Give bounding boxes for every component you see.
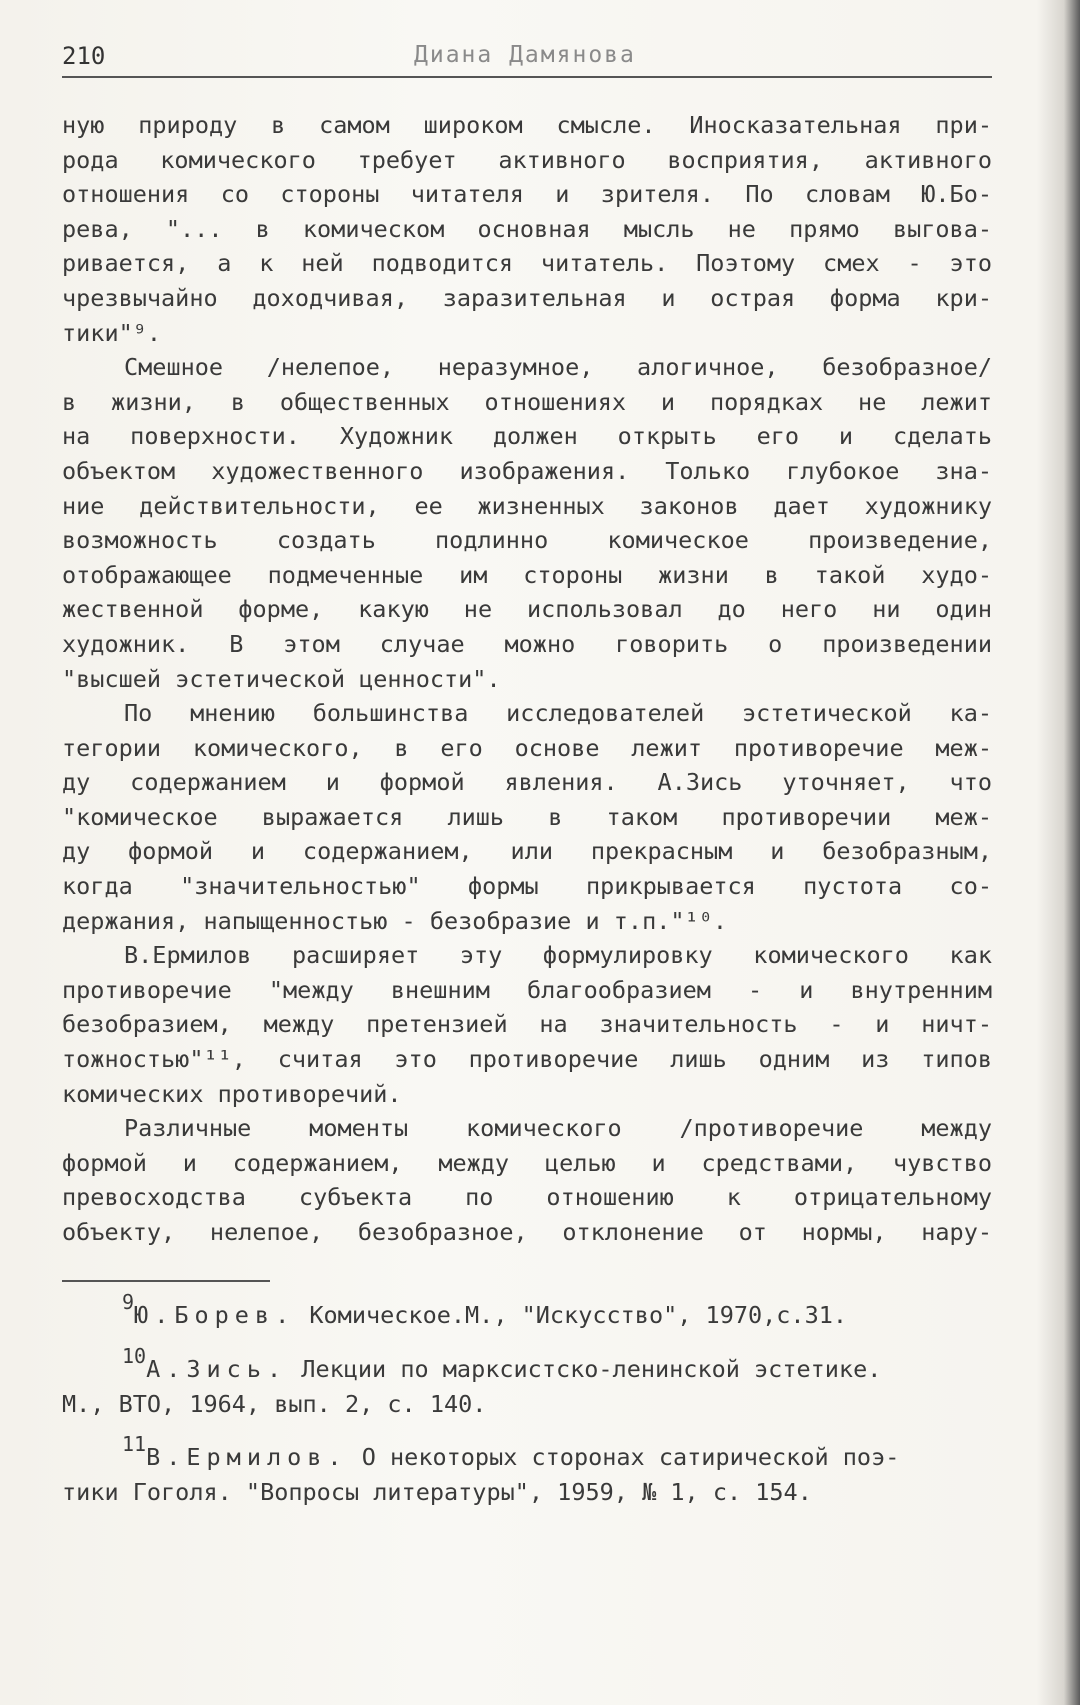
text-line: держания, напыщенностью - безобразие и т.п."¹⁰.: [62, 906, 727, 935]
text-line: превосходства субъекта по отношению к отрицательному: [62, 1183, 992, 1212]
text-line: ду содержанием и формой явления. А.Зись уточняет, что: [62, 768, 992, 797]
text-line: жественной форме, какую не использовал до него ни один: [62, 595, 992, 624]
text-line: художник. В этом случае можно говорить о произведении: [62, 629, 992, 658]
text-line: возможность создать подлинно комическое произведение,: [62, 526, 992, 555]
text-line: ную природу в самом широком смысле. Иносказательная при-: [62, 111, 992, 139]
footnote-text: Лекции по марксистско-ленинской эстетике.: [301, 1355, 882, 1383]
text-line: противоречие "между внешним благообразием - и внутренним: [62, 975, 992, 1004]
footnote-author: А.Зись.: [146, 1355, 288, 1383]
footnote: [62, 1432, 992, 1509]
footnote-rule: [62, 1280, 270, 1282]
text-line: "высшей эстетической ценности".: [62, 664, 501, 693]
text-line: В.Ермилов расширяет эту формулировку комического как: [124, 941, 992, 970]
footnote-text: тики Гоголя. "Вопросы литературы", 1959, № 1, с. 154.: [62, 1478, 812, 1506]
text-line: "комическое выражается лишь в таком противоречии меж-: [62, 802, 992, 831]
footnote-text: Комическое.М., "Искусство", 1970,с.31.: [309, 1301, 848, 1329]
text-line: когда "значительностью" формы прикрывается пустота со-: [62, 872, 992, 901]
text-line: ние действительности, ее жизненных законов дает художнику: [62, 491, 992, 520]
running-head: Диана Дамянова: [414, 42, 636, 68]
footnote-text: М., ВТО, 1964, вып. 2, с. 140.: [62, 1390, 487, 1418]
text-line: ривается, а к ней подводится читатель. Поэтому смех - это: [62, 249, 992, 278]
footnote-number: 11: [122, 1432, 147, 1456]
text-line: Различные моменты комического /противоречие между: [124, 1114, 992, 1143]
paragraph: [62, 108, 992, 350]
text-line: ду формой и содержанием, или прекрасным и безобразным,: [62, 837, 992, 866]
text-line: тики"⁹.: [62, 318, 162, 347]
text-line: безобразием, между претензией на значительность - и ничт-: [62, 1010, 992, 1039]
paragraph: [62, 350, 992, 696]
page-number: 210: [62, 42, 106, 70]
paragraph: [62, 1111, 992, 1249]
text-line: отношения со стороны читателя и зрителя. По словам Ю.Бо-: [62, 180, 992, 209]
paragraph: [62, 696, 992, 938]
footnote-author: В.Ермилов.: [146, 1443, 348, 1471]
text-line: объекту, нелепое, безобразное, отклонение от нормы, нару-: [62, 1218, 992, 1246]
text-line: в жизни, в общественных отношениях и порядках не лежит: [62, 387, 992, 416]
footnote-number: 10: [122, 1344, 147, 1368]
text-line: объектом художественного изображения. Только глубокое зна-: [62, 456, 992, 485]
text-line: По мнению большинства исследователей эстетической ка-: [124, 699, 992, 728]
text-line: на поверхности. Художник должен открыть его и сделать: [62, 422, 992, 451]
text-line: рода комического требует активного восприятия, активного: [62, 145, 992, 174]
text-line: чрезвычайно доходчивая, заразительная и острая форма кри-: [62, 283, 992, 312]
text-line: рева, "... в комическом основная мысль не прямо выгова-: [62, 214, 992, 243]
footnote: [122, 1290, 1052, 1333]
text-line: тожностью"¹¹, считая это противоречие лишь одним из типов: [62, 1045, 992, 1074]
text-line: Смешное /нелепое, неразумное, алогичное, безобразное/: [124, 353, 992, 382]
footnote-author: Ю.Борев.: [134, 1301, 296, 1329]
footnote-number: 9: [122, 1290, 135, 1314]
text-line: тегории комического, в его основе лежит противоречие меж-: [62, 733, 992, 762]
footnote-text: О некоторых сторонах сатирической поэ-: [361, 1443, 900, 1471]
footnote: [62, 1344, 992, 1421]
body-text: [62, 108, 992, 1250]
text-line: комических противоречий.: [62, 1079, 402, 1108]
paragraph: [62, 938, 992, 1111]
text-line: формой и содержанием, между целью и средствами, чувство: [62, 1148, 992, 1177]
text-line: отображающее подмеченные им стороны жизни в такой худо-: [62, 560, 992, 589]
page-header: [62, 42, 992, 78]
